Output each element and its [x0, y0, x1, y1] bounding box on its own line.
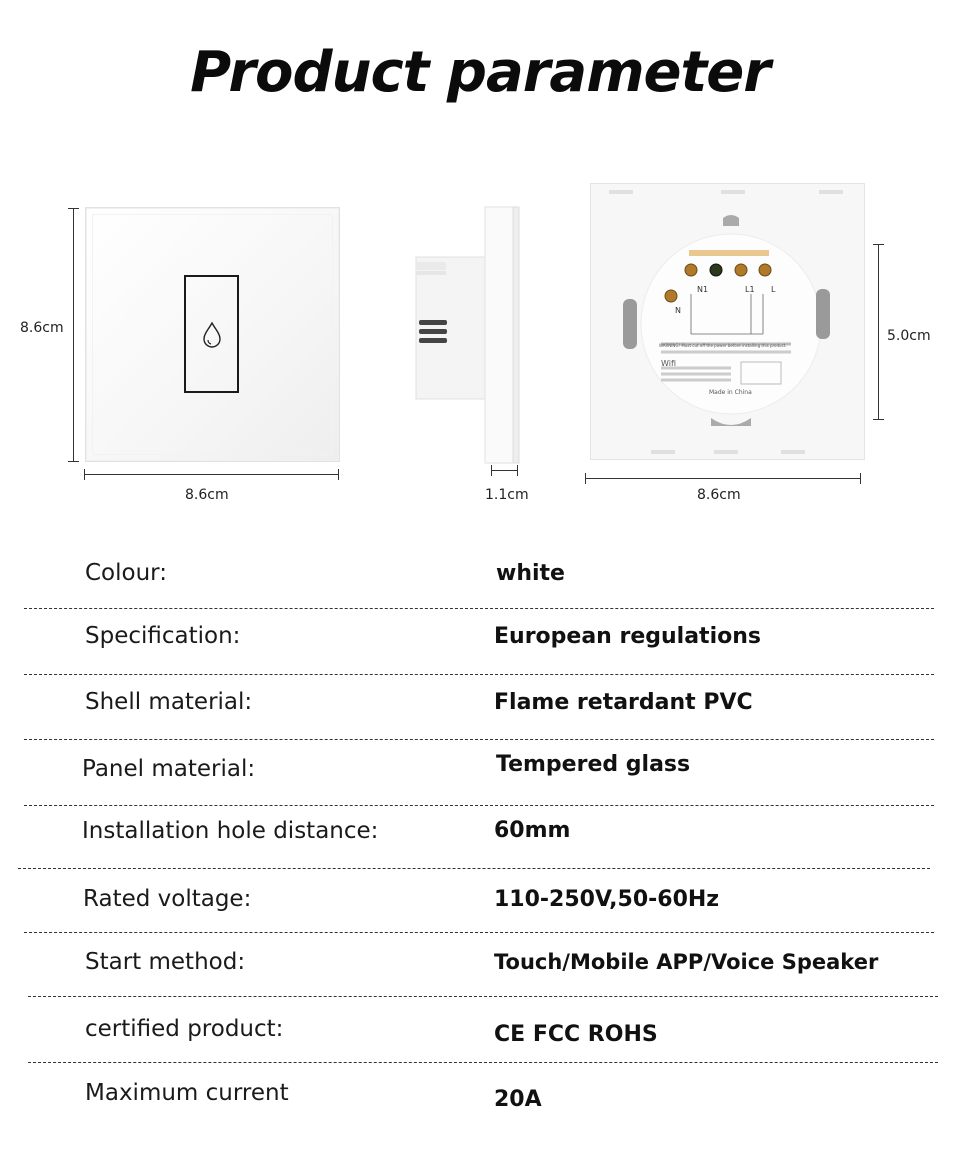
- back-height-label: 5.0cm: [887, 328, 931, 344]
- spec-value: Flame retardant PVC: [494, 690, 753, 715]
- divider: [24, 805, 934, 806]
- divider: [24, 608, 934, 609]
- terminal-label-n1: N1: [697, 285, 709, 294]
- side-depth-label: 1.1cm: [485, 487, 529, 503]
- spec-value: white: [496, 561, 565, 586]
- terminal-label-l1: L1: [745, 285, 755, 294]
- terminal-label-l: L: [771, 285, 776, 294]
- spec-label: Maximum current: [85, 1080, 289, 1106]
- spec-value: 110-250V,50-60Hz: [494, 887, 720, 912]
- spec-label: Specification:: [85, 623, 241, 649]
- terminal-label-n: N: [675, 306, 681, 315]
- page-title: Product parameter: [190, 40, 770, 105]
- spec-label: Start method:: [85, 949, 246, 975]
- spec-value: 60mm: [494, 818, 571, 843]
- spec-value: 20A: [494, 1087, 542, 1112]
- back-width-label: 8.6cm: [697, 487, 741, 503]
- made-in-label: Made in China: [709, 389, 752, 396]
- divider: [24, 739, 934, 740]
- spec-label: Panel material:: [82, 756, 256, 782]
- divider: [28, 996, 938, 997]
- spec-value: Touch/Mobile APP/Voice Speaker: [494, 950, 879, 974]
- spec-label: Rated voltage:: [83, 886, 252, 912]
- spec-label: Installation hole distance:: [82, 818, 379, 844]
- front-width-label: 8.6cm: [185, 487, 229, 503]
- spec-value: CE FCC ROHS: [494, 1022, 658, 1047]
- divider: [18, 868, 930, 869]
- spec-label: certified product:: [85, 1016, 284, 1042]
- spec-label: Colour:: [85, 560, 167, 586]
- spec-value: Tempered glass: [496, 752, 691, 777]
- divider: [24, 674, 934, 675]
- front-height-label: 8.6cm: [20, 320, 64, 336]
- divider: [24, 932, 934, 933]
- divider: [28, 1062, 938, 1063]
- wifi-brand-label: Wifi: [661, 359, 676, 368]
- spec-label: Shell material:: [85, 689, 253, 715]
- warning-text: WARNING! Must cut off the power before installing this product.: [659, 343, 787, 348]
- spec-value: European regulations: [494, 624, 761, 649]
